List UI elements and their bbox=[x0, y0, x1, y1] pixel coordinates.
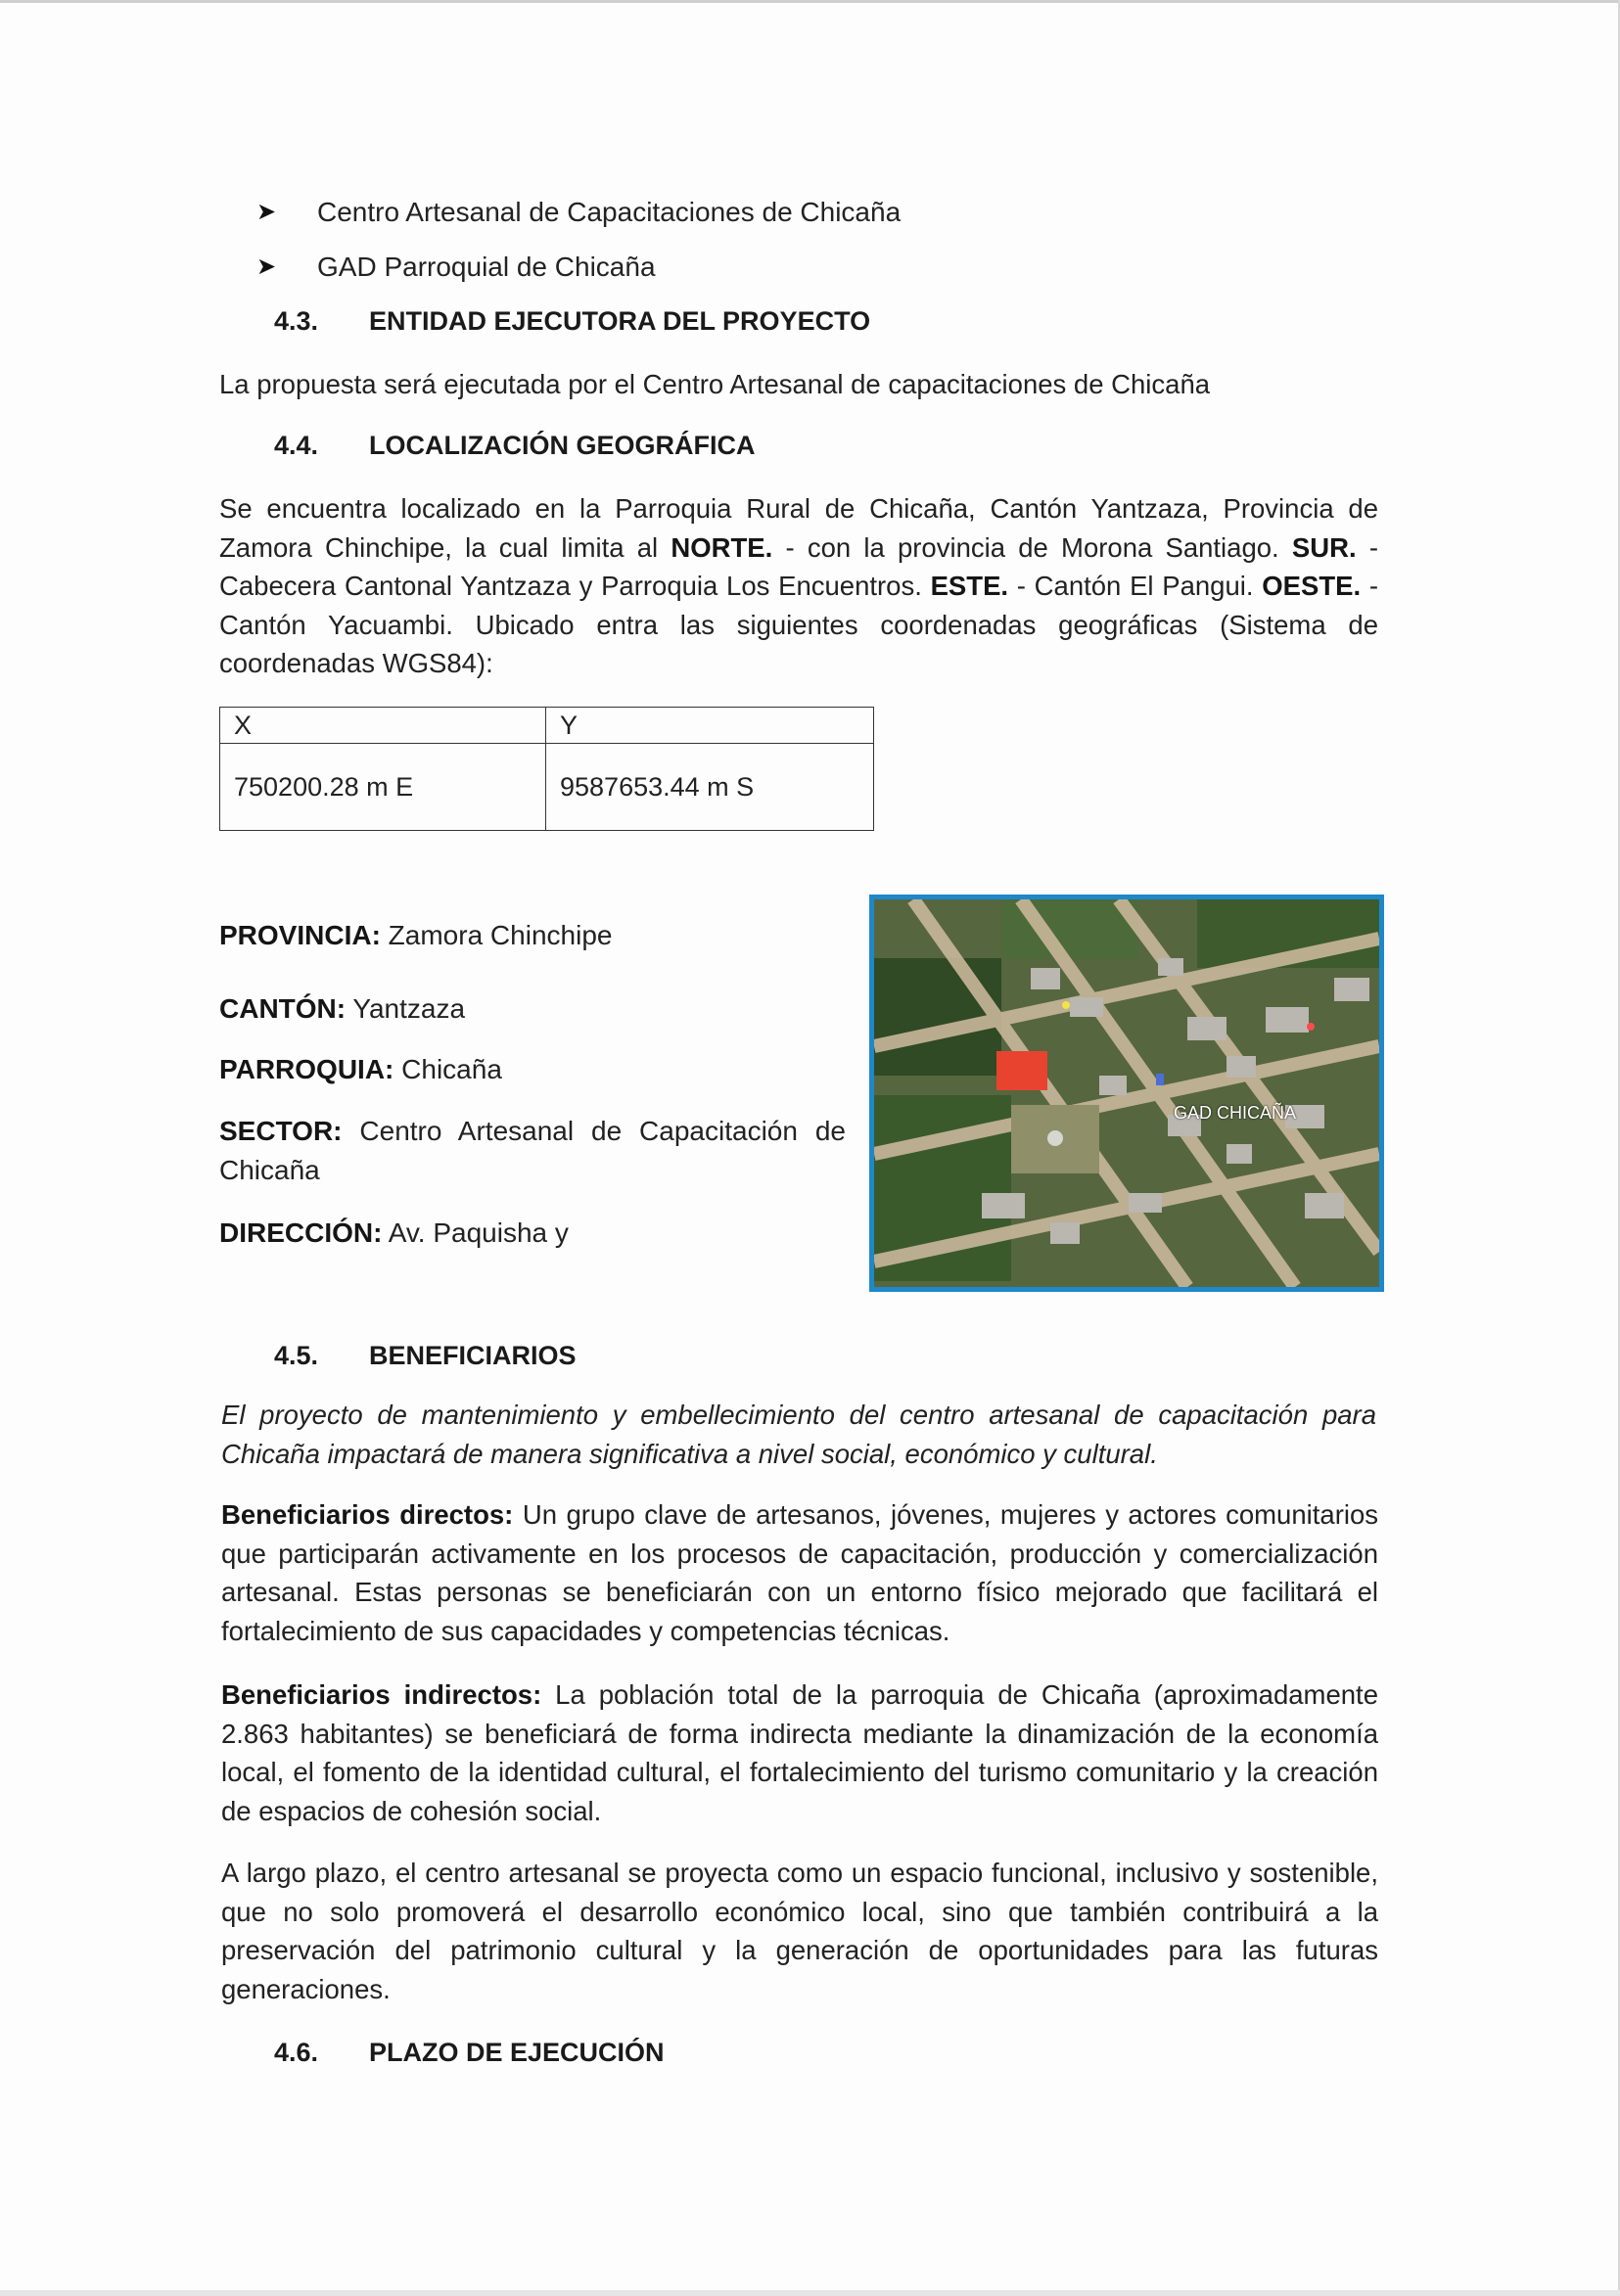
bullet-text: Centro Artesanal de Capacitaciones de Chicaña bbox=[317, 197, 902, 227]
sector-label: SECTOR: bbox=[219, 1116, 343, 1146]
parroquia-line bbox=[219, 1050, 846, 1089]
direccion-label: DIRECCIÓN: bbox=[219, 1217, 383, 1248]
table-row bbox=[220, 744, 874, 831]
coordinates-table bbox=[219, 707, 874, 831]
parroquia-label: PARROQUIA: bbox=[219, 1054, 394, 1084]
loc-text: - con la provincia de Morona Santiago. bbox=[772, 531, 1292, 563]
canton-label: CANTÓN: bbox=[219, 993, 347, 1024]
provincia-label: PROVINCIA: bbox=[219, 920, 381, 950]
direccion-line bbox=[219, 1214, 846, 1253]
section-heading-4-6 bbox=[274, 2036, 665, 2069]
satellite-map-image bbox=[869, 895, 1384, 1292]
scan-edge-top bbox=[0, 0, 1620, 3]
sur-label: SUR. bbox=[1291, 531, 1357, 563]
bullet-item bbox=[256, 251, 656, 284]
section-title: PLAZO DE EJECUCIÓN bbox=[369, 2038, 665, 2067]
table-cell-y: 9587653.44 m S bbox=[546, 744, 874, 831]
este-label: ESTE. bbox=[930, 571, 1009, 601]
section-heading-4-5 bbox=[274, 1339, 577, 1372]
canton-line bbox=[219, 989, 846, 1029]
sector-line bbox=[219, 1112, 846, 1190]
table-header-y: Y bbox=[546, 708, 874, 744]
loc-text: Se encuentra localizado en la Parroquia Rural de Chicaña, Cantón Yantzaza, Provincia de Zamora Chinchipe, la cual limita al bbox=[219, 493, 1378, 563]
arrow-bullet-icon: ➤ bbox=[256, 253, 277, 280]
indirectos-label: Beneficiarios indirectos: bbox=[221, 1679, 542, 1710]
section-heading-4-3 bbox=[274, 304, 870, 338]
largo-plazo-paragraph: A largo plazo, el centro artesanal se proyecta como un espacio funcional, inclusivo y sostenible, que no solo promoverá el desarrollo económico local, sino que también contribuirá a la preservación del patrimonio cultural y la generación de oportunidades para las futuras generaciones. bbox=[221, 1858, 1378, 2004]
red-roof-building bbox=[996, 1051, 1047, 1090]
scan-edge-bottom bbox=[0, 2290, 1620, 2296]
provincia-value: Zamora Chinchipe bbox=[380, 920, 613, 950]
section-title: ENTIDAD EJECUTORA DEL PROYECTO bbox=[369, 306, 871, 336]
section-number: 4.4. bbox=[274, 431, 319, 460]
arrow-bullet-icon: ➤ bbox=[256, 199, 277, 225]
loc-text: - Cantón Yacuambi. Ubicado entra las siguientes coordenadas geográficas (Sistema de coordenadas WGS84): bbox=[219, 571, 1378, 678]
section-heading-4-4 bbox=[274, 429, 755, 462]
table-header-row bbox=[220, 708, 874, 744]
map-graphic bbox=[874, 899, 1379, 1287]
bullet-text: GAD Parroquial de Chicaña bbox=[317, 252, 656, 282]
table-cell-x: 750200.28 m E bbox=[220, 744, 546, 831]
bullet-item bbox=[256, 196, 901, 229]
sector-value: Centro Artesanal de Capacitación de Chicaña bbox=[219, 1116, 846, 1185]
beneficiarios-directos-paragraph bbox=[221, 1495, 1378, 1650]
entidad-paragraph: La propuesta será ejecutada por el Centro Artesanal de capacitaciones de Chicaña bbox=[219, 369, 1211, 399]
oeste-label: OESTE. bbox=[1262, 571, 1362, 601]
loc-text: - Cantón El Pangui. bbox=[1008, 571, 1263, 601]
section-title: LOCALIZACIÓN GEOGRÁFICA bbox=[369, 431, 756, 460]
norte-label: NORTE. bbox=[671, 531, 773, 563]
indirectos-text: La población total de la parroquia de Chicaña (aproximadamente 2.863 habitantes) se beneficiará de forma indirecta mediante la dinamización de la economía local, el fomento de la identidad cultural, el fortalecimiento del turismo comunitario y la creación de espacios de cohesión social. bbox=[221, 1679, 1378, 1826]
section-number: 4.6. bbox=[274, 2038, 319, 2067]
beneficiarios-intro: El proyecto de mantenimiento y embellecimiento del centro artesanal de capacitación para Chicaña impactará de manera significativa a nivel social, económico y cultural. bbox=[221, 1400, 1376, 1469]
loc-text: - Cabecera Cantonal Yantzaza y Parroquia Los Encuentros. bbox=[219, 531, 1378, 601]
section-number: 4.5. bbox=[274, 1341, 319, 1370]
directos-text: Un grupo clave de artesanos, jóvenes, mujeres y actores comunitarios que participarán activamente en los procesos de capacitación, producción y comercialización artesanal. Estas personas se beneficiarán con un entorno físico mejorado que facilitará el fortalecimiento de sus capacidades y competencias técnicas. bbox=[221, 1499, 1379, 1646]
directos-label: Beneficiarios directos: bbox=[221, 1499, 514, 1530]
table-header-x: X bbox=[220, 708, 546, 744]
provincia-line bbox=[219, 916, 846, 955]
section-number: 4.3. bbox=[274, 306, 319, 336]
canton-value: Yantzaza bbox=[346, 993, 466, 1024]
map-label-gad: GAD CHICAÑA bbox=[1174, 1103, 1297, 1123]
direccion-value: Av. Paquisha y bbox=[382, 1217, 569, 1248]
localizacion-paragraph bbox=[219, 489, 1378, 683]
section-title: BENEFICIARIOS bbox=[369, 1341, 577, 1370]
beneficiarios-indirectos-paragraph bbox=[221, 1676, 1378, 1830]
parroquia-value: Chicaña bbox=[393, 1054, 502, 1084]
